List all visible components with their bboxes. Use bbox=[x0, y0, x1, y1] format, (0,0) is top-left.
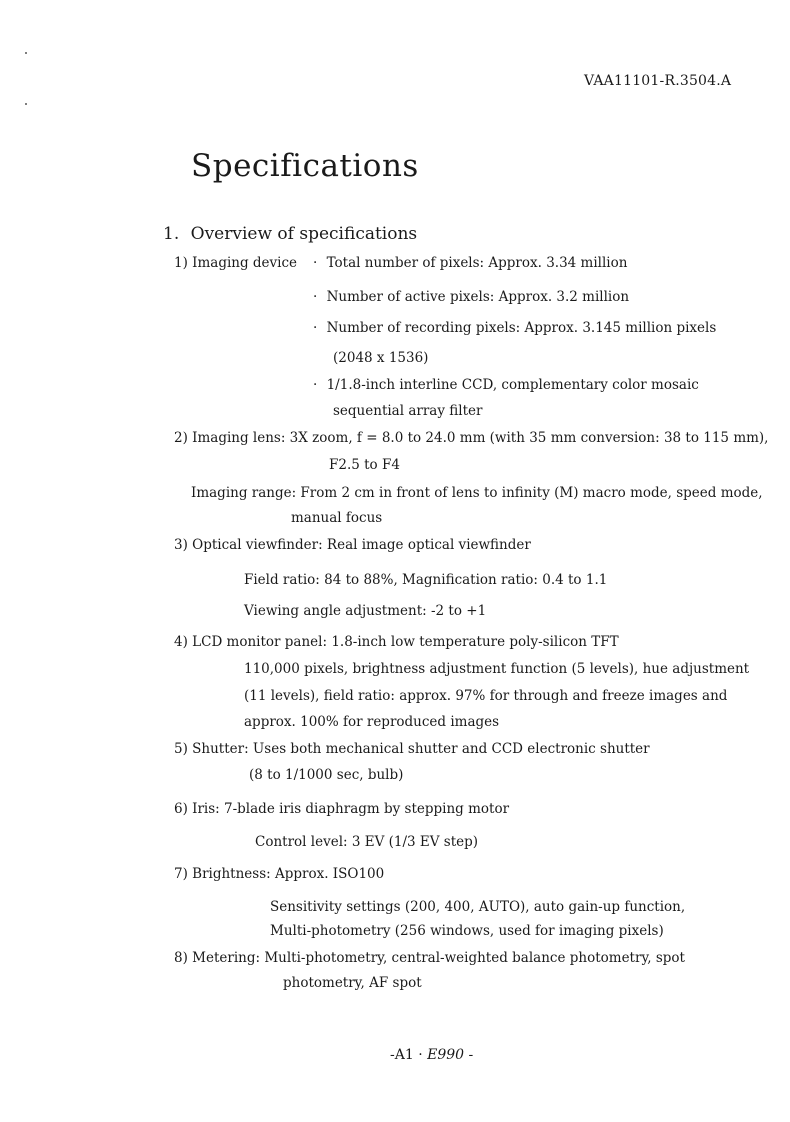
spec-text: (8 to 1/1000 sec, bulb) bbox=[249, 767, 404, 783]
footer-model: E990 bbox=[427, 1047, 465, 1063]
spec-text: Viewing angle adjustment: -2 to +1 bbox=[244, 603, 487, 619]
bullet-icon: · bbox=[313, 377, 318, 393]
spec-text: 110,000 pixels, brightness adjustment function (5 levels), hue adjustment bbox=[244, 661, 750, 677]
spec-bullet-line bbox=[313, 289, 629, 305]
spec-text: sequential array filter bbox=[333, 403, 483, 419]
spec-text: manual focus bbox=[291, 510, 383, 526]
section-number: 1. bbox=[163, 224, 180, 244]
lcd-spec: 4) LCD monitor panel: 1.8-inch low temperature poly-silicon TFT bbox=[174, 634, 619, 650]
spec-text: 1/1.8-inch interline CCD, complementary color mosaic bbox=[326, 377, 699, 393]
spec-text: Field ratio: 84 to 88%, Magnification ratio: 0.4 to 1.1 bbox=[244, 572, 608, 588]
page-title: Specifications bbox=[191, 148, 419, 184]
footer-page-number: -A1 · bbox=[390, 1047, 428, 1063]
bullet-icon: · bbox=[313, 320, 318, 336]
section-title: Overview of specifications bbox=[190, 224, 418, 244]
bullet-icon: · bbox=[313, 255, 318, 271]
spec-text: F2.5 to F4 bbox=[329, 457, 400, 473]
spec-text: Number of active pixels: Approx. 3.2 million bbox=[326, 289, 630, 305]
spec-bullet-line bbox=[313, 320, 716, 336]
spec-text: approx. 100% for reproduced images bbox=[244, 714, 500, 730]
spec-bullet-line bbox=[313, 377, 699, 393]
spec-text: Total number of pixels: Approx. 3.34 million bbox=[326, 255, 628, 271]
iris-spec: 6) Iris: 7-blade iris diaphragm by stepping motor bbox=[174, 801, 510, 817]
imaging-range-spec: Imaging range: From 2 cm in front of lens to infinity (M) macro mode, speed mode, bbox=[191, 485, 763, 501]
brightness-spec: 7) Brightness: Approx. ISO100 bbox=[174, 866, 385, 882]
viewfinder-spec: 3) Optical viewfinder: Real image optical viewfinder bbox=[174, 537, 531, 553]
spec-text: Multi-photometry (256 windows, used for imaging pixels) bbox=[270, 923, 664, 939]
spec-text: Control level: 3 EV (1/3 EV step) bbox=[255, 834, 479, 850]
section-heading bbox=[163, 224, 417, 244]
spec-text: Number of recording pixels: Approx. 3.145 million pixels bbox=[326, 320, 717, 336]
spec-text: (2048 x 1536) bbox=[333, 350, 429, 366]
spec-text: photometry, AF spot bbox=[283, 975, 422, 991]
margin-dot bbox=[25, 103, 27, 105]
spec-text: Sensitivity settings (200, 400, AUTO), auto gain-up function, bbox=[270, 899, 686, 915]
lens-spec: 2) Imaging lens: 3X zoom, f = 8.0 to 24.0 mm (with 35 mm conversion: 38 to 115 mm), bbox=[174, 430, 769, 446]
imaging-device-label: 1) Imaging device bbox=[174, 255, 298, 271]
document-id: VAA11101-R.3504.A bbox=[584, 73, 732, 89]
page-footer bbox=[390, 1047, 473, 1063]
metering-spec: 8) Metering: Multi-photometry, central-weighted balance photometry, spot bbox=[174, 950, 685, 966]
spec-text: (11 levels), field ratio: approx. 97% for through and freeze images and bbox=[244, 688, 728, 704]
margin-dot bbox=[25, 52, 27, 54]
shutter-spec: 5) Shutter: Uses both mechanical shutter and CCD electronic shutter bbox=[174, 741, 650, 757]
spec-bullet-line bbox=[313, 255, 627, 271]
bullet-icon: · bbox=[313, 289, 318, 305]
footer-suffix: - bbox=[464, 1047, 474, 1063]
